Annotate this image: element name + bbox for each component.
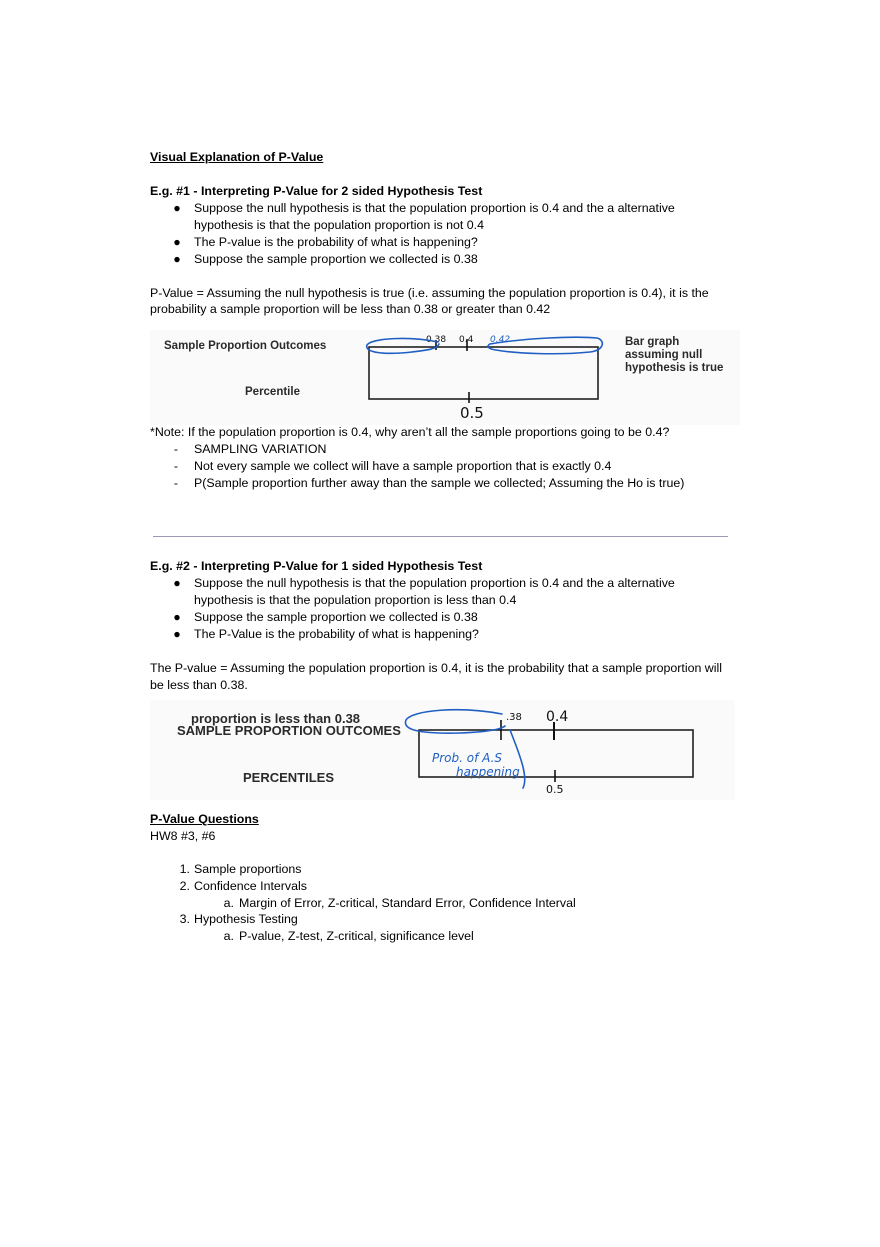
example-1-bullet-cont: hypothesis is that the population proportion is not 0.4 bbox=[194, 218, 484, 232]
mark-04: 0.4 bbox=[459, 335, 474, 345]
example-1-bullet: Suppose the null hypothesis is that the population proportion is 0.4 and the a alternative bbox=[194, 201, 675, 215]
mark-038: .38 bbox=[506, 712, 522, 723]
sampling-note: *Note: If the population proportion is 0.4, why aren’t all the sample proportions going to be 0.4? bbox=[150, 425, 670, 439]
list-item: Confidence Intervals bbox=[194, 879, 307, 893]
example-1-definition-cont: probability a sample proportion will be less than 0.38 or greater than 0.42 bbox=[150, 302, 551, 316]
bullet-icon: ● bbox=[173, 576, 181, 590]
section-divider bbox=[153, 536, 728, 537]
dash-icon: - bbox=[173, 476, 179, 490]
list-number: 3. bbox=[179, 912, 190, 926]
bullet-icon: ● bbox=[173, 201, 181, 215]
example-2-bullet: Suppose the null hypothesis is that the population proportion is 0.4 and the a alternative bbox=[194, 576, 675, 590]
side-label-line-3: hypothesis is true bbox=[625, 362, 724, 374]
example-2-bullet: Suppose the sample proportion we collected is 0.38 bbox=[194, 610, 478, 624]
note-item: Not every sample we collect will have a sample proportion that is exactly 0.4 bbox=[194, 459, 612, 473]
percentiles-label: PERCENTILES bbox=[243, 770, 335, 785]
bullet-icon: ● bbox=[173, 627, 181, 641]
figure-one-sided bbox=[150, 700, 735, 800]
mark-04: 0.4 bbox=[546, 709, 569, 725]
figure-two-sided bbox=[150, 330, 740, 425]
ink-note-line-1: Prob. of A.S bbox=[432, 751, 503, 765]
example-2-definition-cont: be less than 0.38. bbox=[150, 678, 248, 692]
list-item: Sample proportions bbox=[194, 862, 302, 876]
example-1-definition: P-Value = Assuming the null hypothesis is true (i.e. assuming the population proportion is 0.4), it is the bbox=[150, 286, 709, 300]
example-1-heading: E.g. #1 - Interpreting P-Value for 2 sided Hypothesis Test bbox=[150, 184, 483, 198]
example-2-heading: E.g. #2 - Interpreting P-Value for 1 sided Hypothesis Test bbox=[150, 559, 483, 573]
page-title: Visual Explanation of P-Value bbox=[150, 150, 324, 164]
dash-icon: - bbox=[173, 442, 179, 456]
ink-note-line-2: happening bbox=[456, 765, 520, 779]
dash-icon: - bbox=[173, 459, 179, 473]
list-number: 1. bbox=[179, 862, 190, 876]
bullet-icon: ● bbox=[173, 610, 181, 624]
note-item: P(Sample proportion further away than the sample we collected; Assuming the Ho is true) bbox=[194, 476, 685, 490]
cut-off-label: proportion is less than 0.38 bbox=[191, 711, 361, 726]
side-label-line-2: assuming null bbox=[625, 349, 703, 361]
note-item: SAMPLING VARIATION bbox=[194, 442, 327, 456]
outcomes-label: Sample Proportion Outcomes bbox=[164, 340, 327, 352]
mark-042: 0.42 bbox=[490, 335, 511, 345]
mark-05: 0.5 bbox=[460, 404, 484, 422]
list-subitem: P-value, Z-test, Z-critical, significance level bbox=[239, 929, 474, 943]
outcomes-label: SAMPLE PROPORTION OUTCOMES bbox=[177, 723, 401, 738]
list-number: 2. bbox=[179, 879, 190, 893]
example-1-bullet: Suppose the sample proportion we collected is 0.38 bbox=[194, 252, 478, 266]
bullet-icon: ● bbox=[173, 252, 181, 266]
homework-reference: HW8 #3, #6 bbox=[150, 829, 216, 843]
bullet-icon: ● bbox=[173, 235, 181, 249]
list-letter: a. bbox=[223, 929, 234, 943]
side-label-line-1: Bar graph bbox=[625, 336, 680, 348]
mark-05: 0.5 bbox=[546, 783, 564, 796]
example-2-bullet-cont: hypothesis is that the population proportion is less than 0.4 bbox=[194, 593, 517, 607]
list-item: Hypothesis Testing bbox=[194, 912, 298, 926]
list-letter: a. bbox=[223, 896, 234, 910]
list-subitem: Margin of Error, Z-critical, Standard Error, Confidence Interval bbox=[239, 896, 576, 910]
example-1-bullet: The P-value is the probability of what is happening? bbox=[194, 235, 478, 249]
example-2-definition: The P-value = Assuming the population proportion is 0.4, it is the probability that a sample proportion will bbox=[150, 661, 723, 675]
example-2-bullet: The P-Value is the probability of what is happening? bbox=[194, 627, 479, 641]
questions-heading: P-Value Questions bbox=[150, 812, 259, 826]
percentile-label: Percentile bbox=[245, 386, 300, 398]
mark-038: 0.38 bbox=[426, 335, 447, 345]
